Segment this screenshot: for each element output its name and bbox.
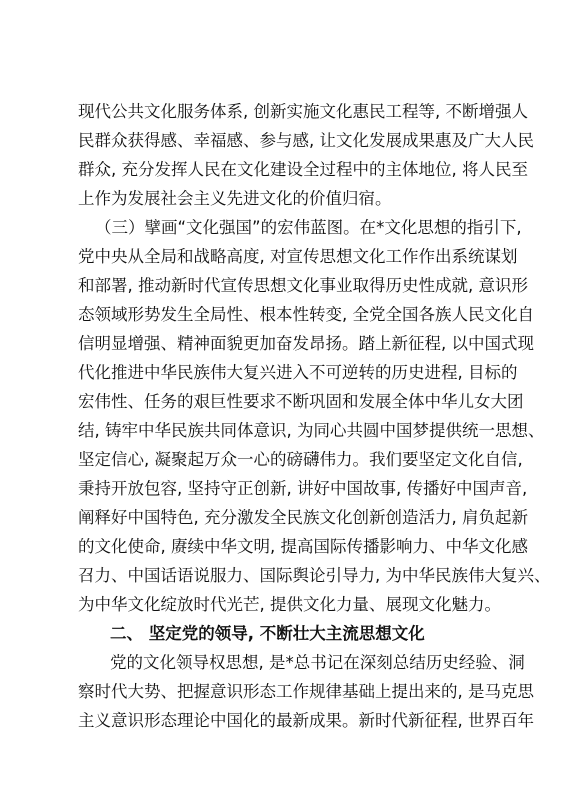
body-text-line: 群众, 充分发挥人民在文化建设全过程中的主体地位, 将人民至	[78, 160, 528, 179]
section-subheading-line: （三）擘画“文化强国”的宏伟蓝图。在*文化思想的指引下,	[95, 218, 522, 237]
body-text-line: 民群众获得感、幸福感、参与感, 让文化发展成果惠及广大人民	[78, 131, 534, 150]
body-text-line: 结, 铸牢中华民族共同体意识, 为同心共圆中国梦提供统一思想、	[78, 421, 545, 440]
body-text-line: 上作为发展社会主义先进文化的价值归宿。	[78, 189, 392, 208]
body-text-line: 察时代大势、把握意识形态工作规律基础上提出来的, 是马克思	[78, 682, 534, 701]
body-text-line: 阐释好中国特色, 充分激发全民族文化创新创造活力, 肩负起新	[78, 508, 528, 527]
body-text-line: 党的文化领导权思想, 是*总书记在深刻总结历史经验、洞	[110, 653, 525, 672]
body-text-line: 信明显增强、精神面貌更加奋发昂扬。踏上新征程, 以中国式现	[78, 334, 534, 353]
body-text-line: 为中华文化绽放时代光芒, 提供文化力量、展现文化魅力。	[78, 595, 501, 614]
body-text-line: 代化推进中华民族伟大复兴进入不可逆转的历史进程, 目标的	[78, 363, 518, 382]
section-heading: 二、 坚定党的领导, 不断壮大主流思想文化	[110, 624, 425, 643]
body-text-line: 主义意识形态理论中国化的最新成果。新时代新征程, 世界百年	[78, 711, 534, 730]
body-text-line: 和部署, 推动新时代宣传思想文化事业取得历史性成就, 意识形	[78, 276, 528, 295]
body-text-line: 党中央从全局和战略高度, 对宣传思想文化工作作出系统谋划	[78, 247, 518, 266]
body-text-line: 态领域形势发生全局性、根本性转变, 全党全国各族人民文化自	[78, 305, 534, 324]
body-text-line: 的文化使命, 赓续中华文明, 提高国际传播影响力、中华文化感	[78, 537, 528, 556]
body-text-line: 召力、中国话语说服力、国际舆论引导力, 为中华民族伟大复兴、	[78, 566, 551, 585]
body-text-line: 秉持开放包容, 坚持守正创新, 讲好中国故事, 传播好中国声音,	[78, 479, 528, 498]
body-text-line: 宏伟性、任务的艰巨性要求不断巩固和发展全体中华儿女大团	[78, 392, 524, 411]
body-text-line: 现代公共文化服务体系, 创新实施文化惠民工程等, 不断增强人	[78, 102, 528, 121]
body-text-line: 坚定信心, 凝聚起万众一心的磅礴伟力。我们要坚定文化自信,	[78, 450, 523, 469]
